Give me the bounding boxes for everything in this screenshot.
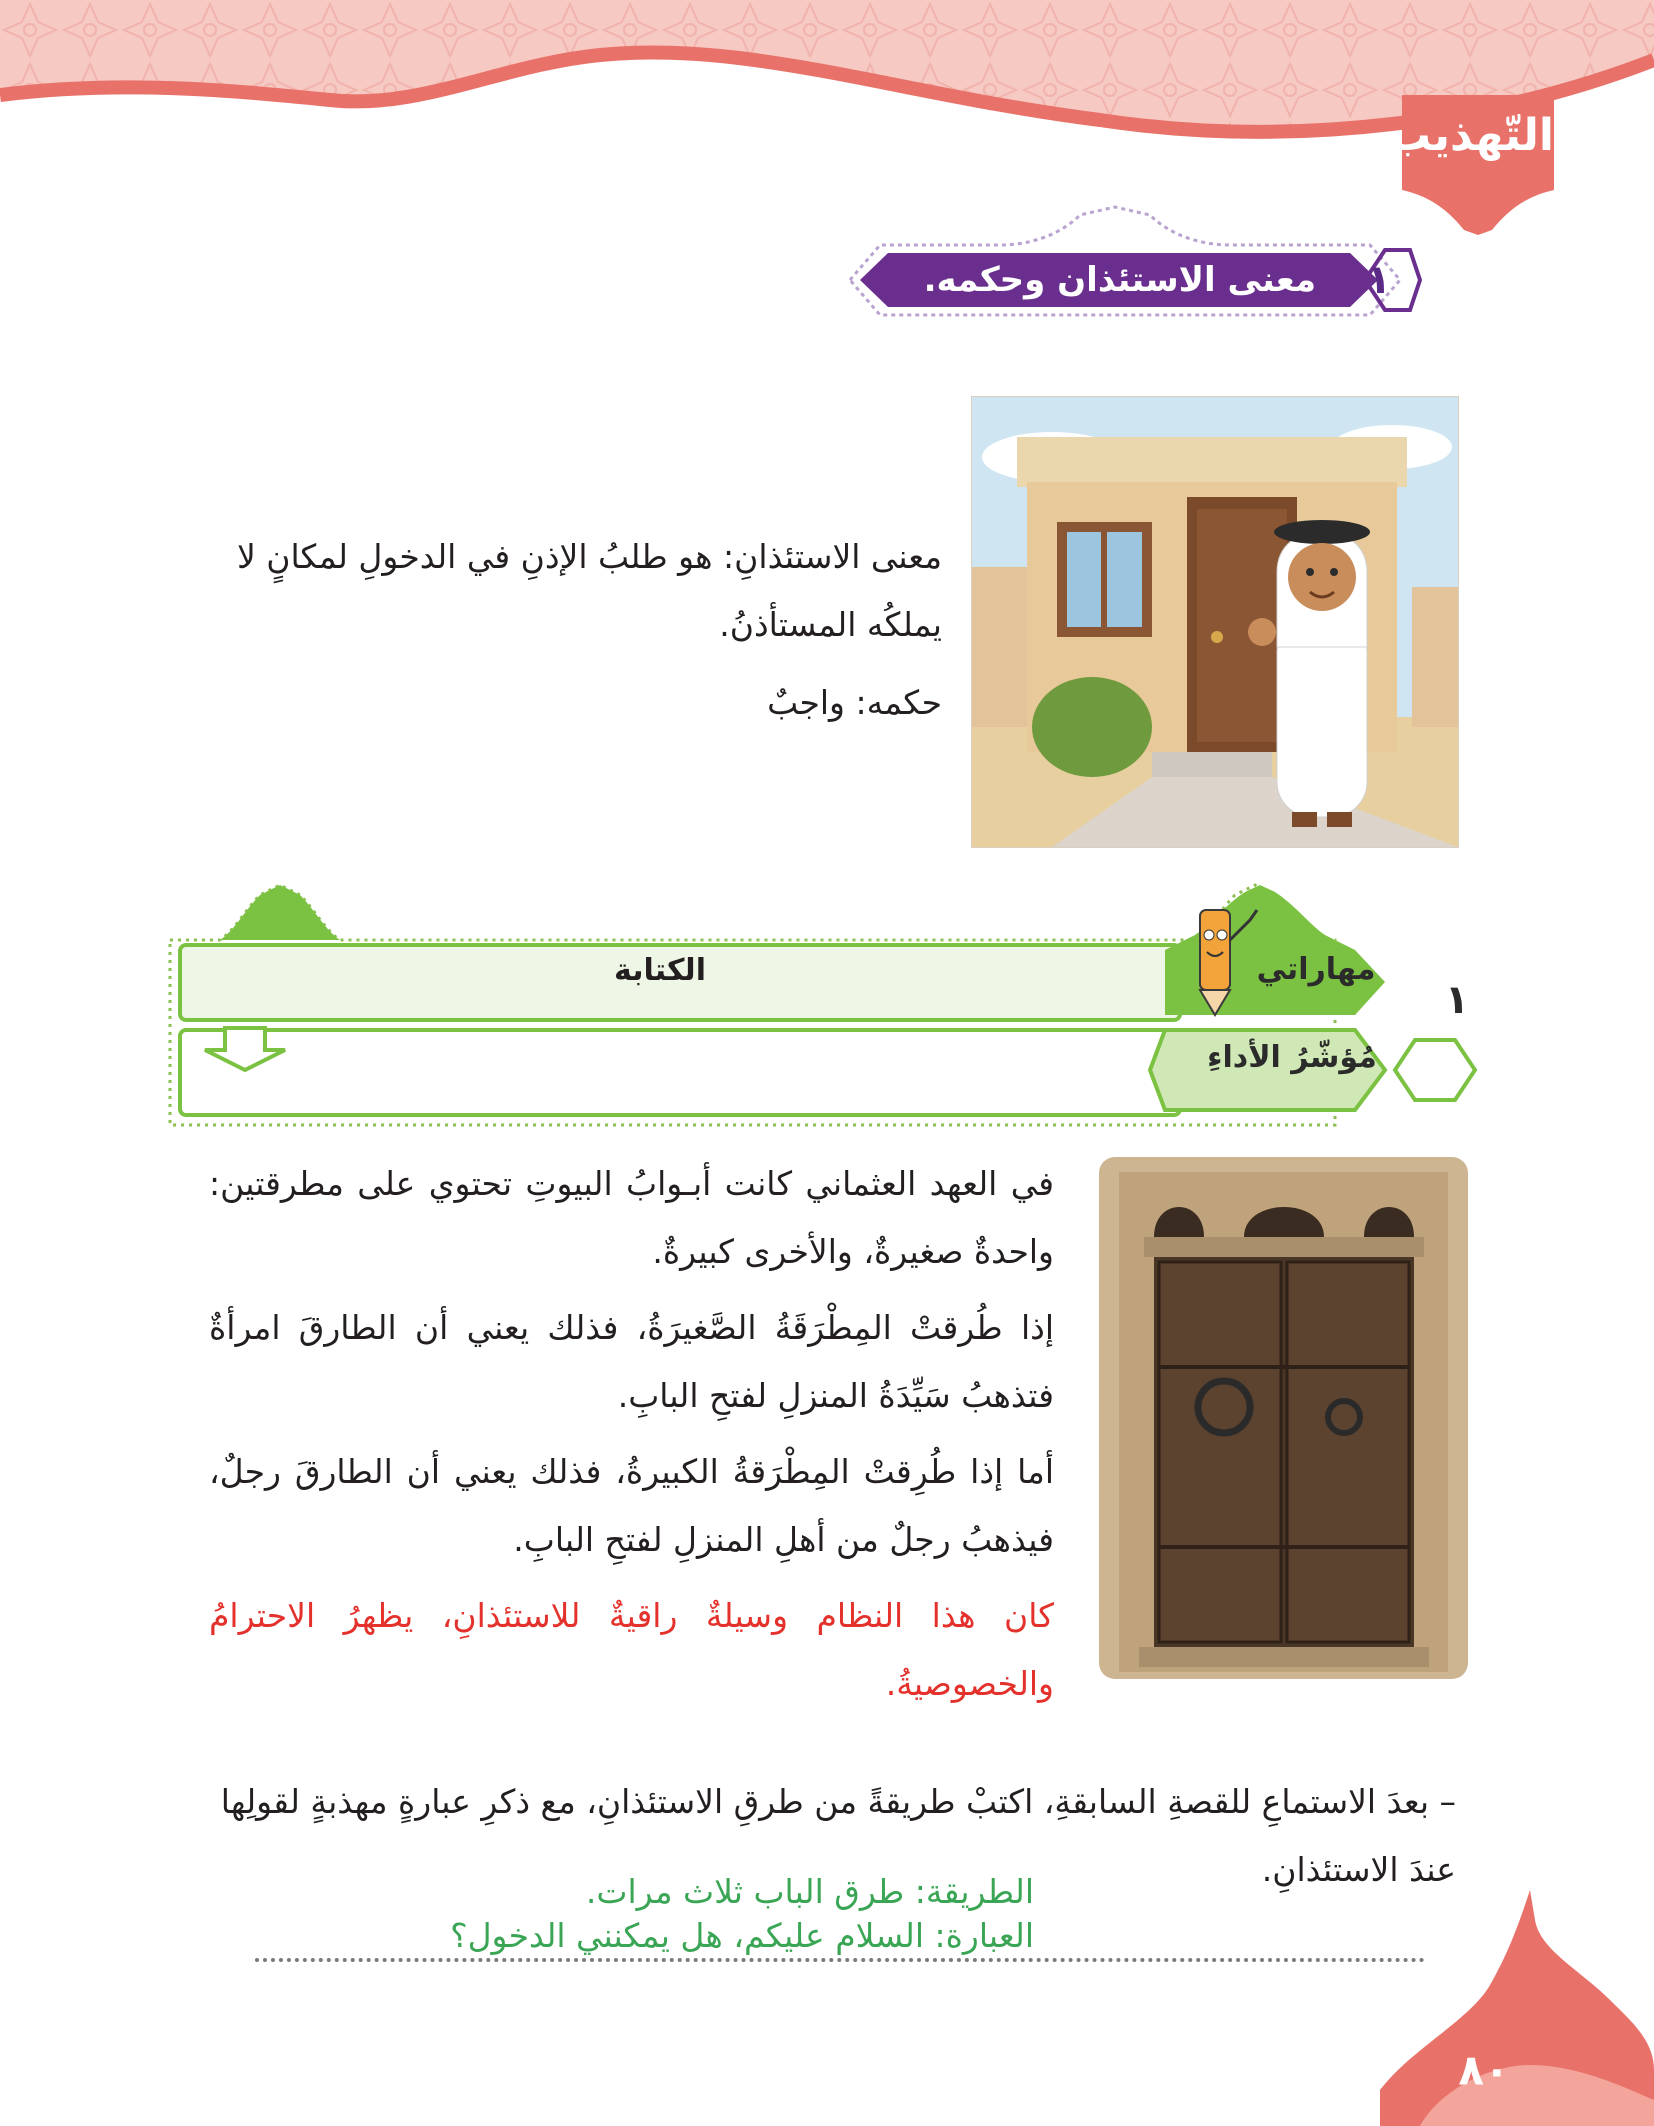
skills-badge-label: مهاراتي (1256, 952, 1376, 987)
boy-illustration-svg (972, 397, 1458, 847)
story-emphasis: كان هذا النظام وسيلةٌ راقيةٌ للاستئذانِ، يظهرُ الاحترامُ والخصوصيةُ. (209, 1596, 1054, 1703)
skills-box (165, 880, 1500, 1135)
ottoman-door-illustration (1099, 1157, 1468, 1679)
student-answer[interactable] (334, 1870, 1034, 1958)
story-paragraph: أما إذا طُرِقتْ المِطْرَقةُ الكبيرةُ، فذلك يعني أن الطارقَ رجلٌ، فيذهبُ رجلٌ من أهلِ المنزلِ لفتحِ البابِ. (209, 1452, 1054, 1559)
ruling-line: حكمه: واجبٌ (767, 683, 942, 722)
answer-dotted-line (255, 1958, 1425, 1962)
page-number: ٨٠ (1458, 2045, 1510, 2095)
lesson-number: ١ (1366, 257, 1392, 303)
story-text (209, 1150, 1054, 1726)
boy-knocking-door-illustration (971, 396, 1459, 848)
skills-number: ١ (1444, 977, 1470, 1023)
definition-line: معنى الاستئذانِ: هو طلبُ الإذنِ في الدخولِ لمكانٍ لا يملكُه المستأذنُ. (236, 537, 942, 644)
subject-title: التّهذيب (1386, 110, 1554, 161)
answer-phrase: العبارة: السلام عليكم، هل يمكنني الدخول؟ (450, 1916, 1034, 1955)
lesson-title: معنى الاستئذان وحكمه. (923, 260, 1316, 300)
performance-indicator-label: مُؤشّرُ الأداءِ (1207, 1040, 1377, 1075)
skills-topic: الكتابة (614, 953, 706, 988)
door-illustration-svg (1099, 1157, 1468, 1679)
definition-text (202, 523, 942, 737)
answer-method: الطريقة: طرق الباب ثلاث مرات. (585, 1872, 1034, 1911)
story-paragraph: في العهد العثماني كانت أبـوابُ البيوتِ تحتوي على مطرقتين: واحدةٌ صغيرةٌ، والأخرى كبيرةٌ. (209, 1164, 1054, 1271)
task-instruction: – بعدَ الاستماعِ للقصةِ السابقةِ، اكتبْ طريقةً من طرقِ الاستئذانِ، مع ذكرِ عبارةٍ مهذبةٍ لقولِها عندَ الاستئذانِ. (220, 1782, 1456, 1889)
story-paragraph: إذا طُرقتْ المِطْرَقَةُ الصَّغيرَةُ، فذلك يعني أن الطارقَ امرأةٌ فتذهبُ سَيِّدَةُ المنزلِ لفتحِ البابِ. (209, 1308, 1054, 1415)
